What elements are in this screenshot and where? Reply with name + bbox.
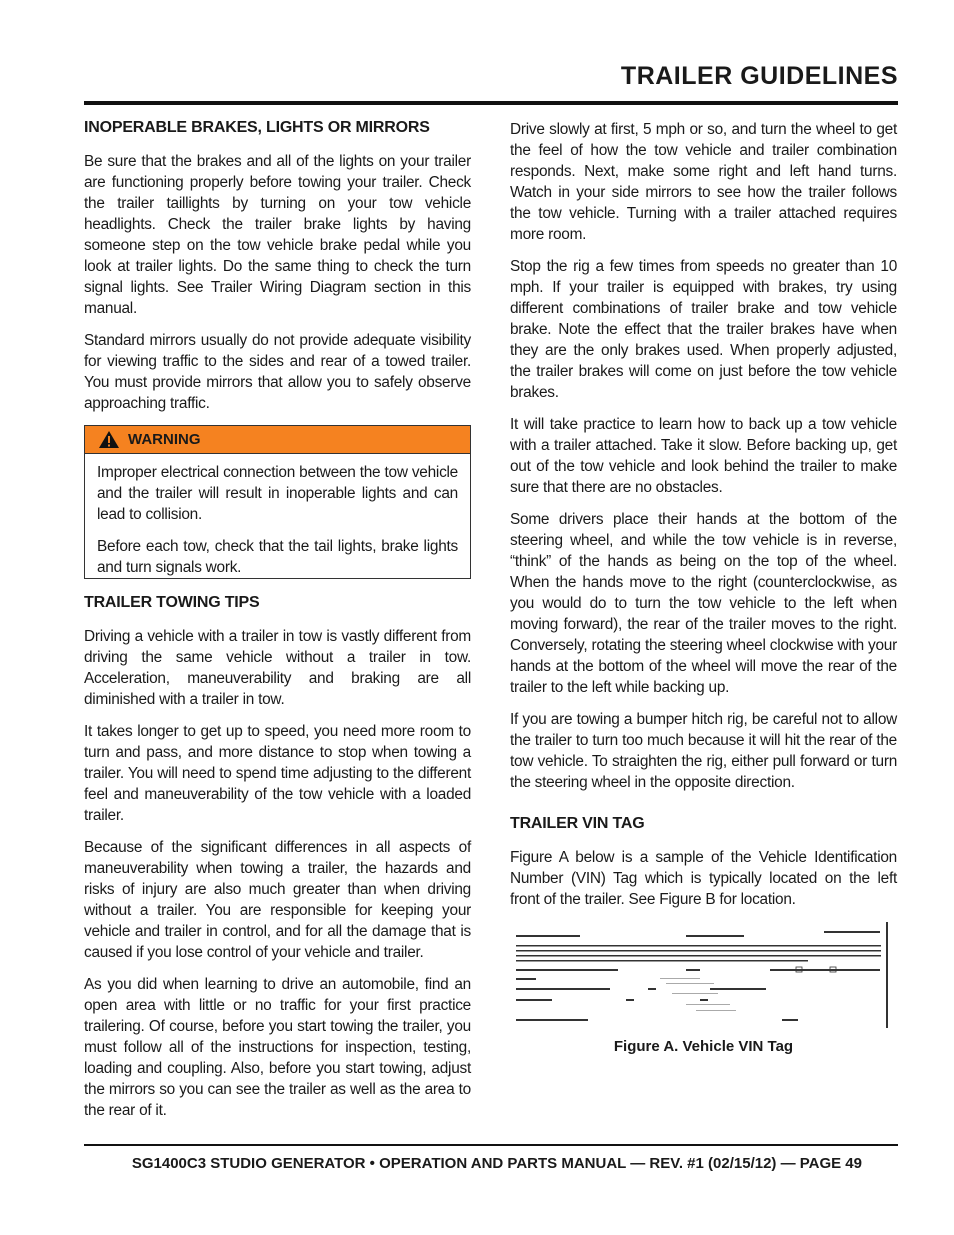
paragraph: Because of the significant differences in all aspects of maneuverability when towing a trailer, the hazards and risks of injury are also much greater than when driving without a trailer. You are responsible for keeping your vehicle and trailer in control, and for all the damage that is caused if you lose control of your vehicle and trailer. <box>84 839 471 961</box>
section-heading-inoperable: INOPERABLE BRAKES, LIGHTS OR MIRRORS <box>84 119 430 136</box>
warning-body <box>85 454 470 578</box>
right-column <box>510 119 897 1055</box>
footer-divider <box>84 1144 898 1146</box>
warning-header <box>85 426 470 454</box>
figure-caption: Figure A. Vehicle VIN Tag <box>613 1038 794 1055</box>
footer-text: SG1400C3 STUDIO GENERATOR • OPERATION AND PARTS MANUAL — REV. #1 (02/15/12) — PAGE 49 <box>131 1155 862 1172</box>
section-heading-vin-tag: TRAILER VIN TAG <box>510 815 645 832</box>
paragraph: If you are towing a bumper hitch rig, be careful not to allow the trailer to turn too much because it will hit the rear of the tow vehicle. To straighten the rig, either pull forward or turn the steering wheel in the opposite direction. <box>510 711 897 791</box>
section-heading-towing-tips: TRAILER TOWING TIPS <box>84 594 260 611</box>
paragraph: Some drivers place their hands at the bottom of the steering wheel, and while the tow vehicle is in reverse, “think” of the hands as being on the top of the wheel. When the hands move to the right (counterclockwise, as you would do to turn the tow vehicle to the left when moving forward), the rear of the trailer moves to the right. Conversely, rotating the steering wheel clockwise with your hands at the bottom of the wheel will move the rear of the trailer to the left while backing up. <box>510 511 897 696</box>
warning-box <box>84 425 471 579</box>
warning-triangle-icon <box>98 430 120 449</box>
paragraph: Standard mirrors usually do not provide adequate visibility for viewing traffic to the sides and rear of a towed trailer. You must provide mirrors that allow you to safely observe approaching traffic. <box>84 332 471 412</box>
paragraph: Stop the rig a few times from speeds no greater than 10 mph. If your trailer is equipped with brakes, try using different combinations of trailer brake and tow vehicle brake. Note the effect that the trailer brakes have when they are the only brakes used. When properly adjusted, the trailer brakes will come on just before the tow vehicle brakes. <box>510 258 897 401</box>
warning-label: WARNING <box>128 431 201 448</box>
warning-text: Improper electrical connection between the tow vehicle and the trailer will result in inoperable lights and can lead to collision. <box>97 464 458 523</box>
paragraph: Figure A below is a sample of the Vehicle Identification Number (VIN) Tag which is typically located on the left front of the trailer. See Figure B for location. <box>510 849 897 908</box>
paragraph: Drive slowly at first, 5 mph or so, and turn the wheel to get the feel of how the tow vehicle and trailer combination responds. Next, make some right and left hand turns. Watch in your side mirrors to see how the trailer follows the tow vehicle. Turning with a trailer attached requires more room. <box>510 121 897 243</box>
paragraph: As you did when learning to drive an automobile, find an open area with little or no traffic for your first practice trailering. Of course, before you start towing the trailer, you must follow all of the instructions for inspection, testing, loading and coupling. Also, before you start towing, adjust the mirrors so you can see the trailer as well as the area to the rear of it. <box>84 976 471 1119</box>
page-title: TRAILER GUIDELINES <box>620 62 898 90</box>
paragraph: Driving a vehicle with a trailer in tow is vastly different from driving the same vehicle without a trailer in tow. Acceleration, maneuverability and braking are all diminished with a trailer in tow. <box>84 628 471 708</box>
title-divider <box>84 101 898 105</box>
left-column <box>84 119 471 1132</box>
warning-text: Before each tow, check that the tail lights, brake lights and turn signals work. <box>97 538 458 576</box>
paragraph: It takes longer to get up to speed, you need more room to turn and pass, and more distance to stop when towing a trailer. You will need to spend time adjusting to the different feel and maneuverability of the tow vehicle with a loaded trailer. <box>84 723 471 824</box>
vin-tag-image <box>510 922 888 1028</box>
vin-tag-illustration <box>510 922 886 1028</box>
paragraph: It will take practice to learn how to back up a tow vehicle with a trailer attached. Take it slow. Before backing up, get out of the tow vehicle and look behind the trailer to make sure that there are no obstacles. <box>510 416 897 496</box>
paragraph: Be sure that the brakes and all of the lights on your trailer are functioning properly before towing your trailer. Check the trailer taillights by turning on your tow vehicle headlights. Check the trailer brake lights by having someone step on the tow vehicle brake pedal while you look at trailer lights. Do the same thing to check the turn signal lights. See Trailer Wiring Diagram section in this manual. <box>84 153 471 317</box>
